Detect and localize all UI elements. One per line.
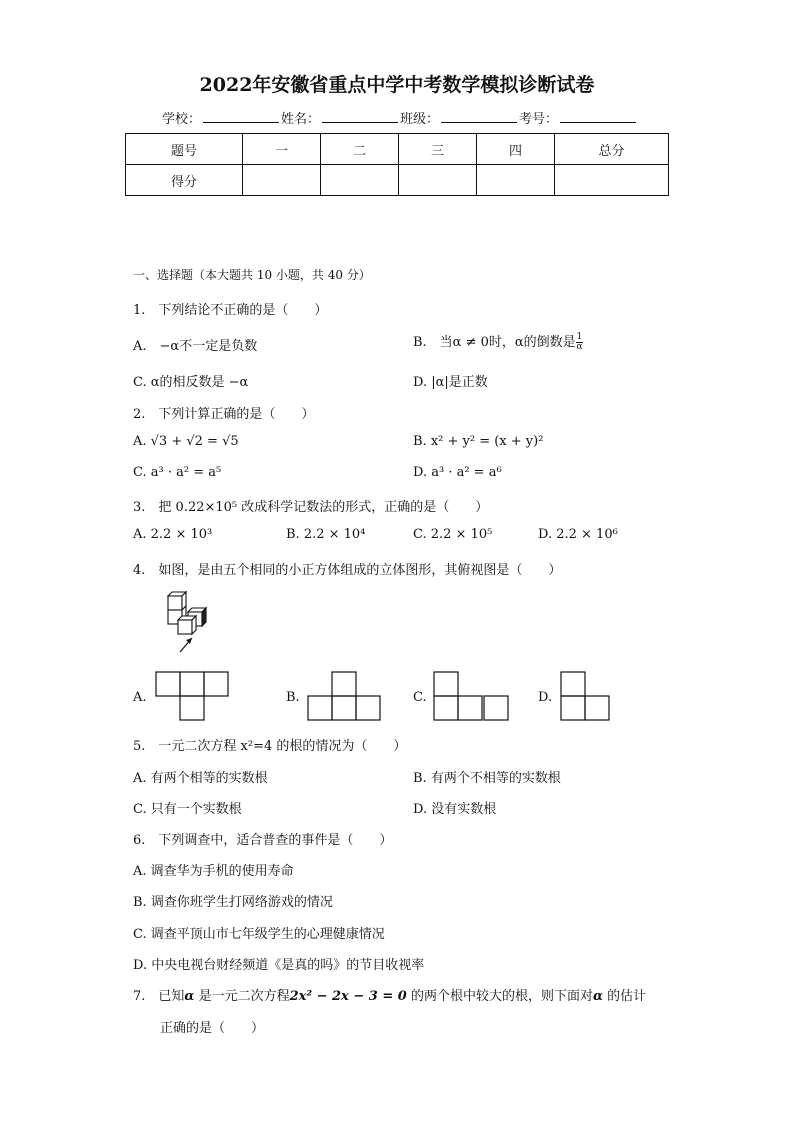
q4-option-c-figure: [433, 671, 511, 723]
exam-no-label: 考号：: [519, 112, 559, 127]
q2-option-b[interactable]: B. x² + y² = (x + y)²: [413, 434, 544, 449]
q3-option-d[interactable]: D. 2.2 × 10⁶: [538, 527, 618, 542]
q7-stem: [133, 985, 646, 1004]
school-label: 学校：: [162, 112, 202, 127]
school-blank[interactable]: [203, 110, 279, 123]
q3-stem: 3. 把 0.22×10⁵ 改成科学记数法的形式，正确的是（ ）: [133, 500, 489, 515]
score-row-label: 得分: [126, 165, 243, 196]
fraction: [576, 333, 584, 352]
q1-option-d[interactable]: D. |α|是正数: [413, 375, 488, 390]
section-heading: 一、选择题（本大题共 10 小题，共 40 分）: [133, 268, 371, 282]
q6-option-c[interactable]: C. 调查平顶山市七年级学生的心理健康情况: [133, 927, 385, 942]
q4-option-d[interactable]: D.: [538, 690, 553, 705]
q7-equation: 2x² − 2x − 3 = 0: [289, 989, 407, 1004]
score-header-cell: 二: [321, 134, 399, 165]
q2-option-a[interactable]: A. √3 + √2 = √5: [133, 434, 239, 449]
fraction-numerator: 1: [576, 332, 583, 342]
score-cell[interactable]: [555, 165, 669, 196]
score-table-header-row: [126, 134, 669, 165]
q1-option-c[interactable]: C. α的相反数是 −α: [133, 375, 249, 390]
name-label: 姓名：: [281, 112, 321, 127]
q6-option-b[interactable]: B. 调查你班学生打网络游戏的情况: [133, 895, 333, 910]
q1-stem: 1. 下列结论不正确的是（ ）: [133, 303, 328, 318]
q5-option-d[interactable]: D. 没有实数根: [413, 802, 497, 817]
q2-option-d[interactable]: D. a³ · a² = a⁶: [413, 465, 502, 480]
q5-option-a[interactable]: A. 有两个相等的实数根: [133, 771, 268, 786]
q7-alpha: α: [184, 989, 195, 1004]
fraction-denominator: α: [576, 342, 583, 352]
score-header-cell: 一: [243, 134, 321, 165]
score-header-cell: 三: [399, 134, 477, 165]
name-blank[interactable]: [322, 110, 398, 123]
q4-option-a[interactable]: A.: [133, 690, 147, 705]
q4-stem: 4. 如图，是由五个相同的小正方体组成的立体图形，其俯视图是（ ）: [133, 563, 562, 578]
score-table-score-row: [126, 165, 669, 196]
q6-option-d[interactable]: D. 中央电视台财经频道《是真的吗》的节目收视率: [133, 958, 425, 973]
class-label: 班级：: [400, 112, 440, 127]
score-header-cell: 四: [477, 134, 555, 165]
q5-option-c[interactable]: C. 只有一个实数根: [133, 802, 242, 817]
q4-option-b-figure: [307, 671, 383, 723]
q4-option-b[interactable]: B.: [286, 690, 300, 705]
score-header-cell: 总分: [555, 134, 669, 165]
q4-option-d-figure: [560, 671, 614, 723]
q2-stem: 2. 下列计算正确的是（ ）: [133, 407, 315, 422]
score-cell[interactable]: [243, 165, 321, 196]
q7-stem-end: 的估计: [607, 989, 647, 1004]
score-table: [125, 133, 669, 196]
q4-option-c[interactable]: C.: [413, 690, 427, 705]
q3-option-c[interactable]: C. 2.2 × 10⁵: [413, 527, 493, 542]
q7-alpha-2: α: [592, 989, 603, 1004]
student-info-line: [162, 108, 638, 127]
cube-figure: [158, 588, 230, 658]
class-blank[interactable]: [441, 110, 517, 123]
page-title: 2022年安徽省重点中学中考数学模拟诊断试卷: [199, 74, 595, 96]
q5-stem: 5. 一元二次方程 x²=4 的根的情况为（ ）: [133, 739, 407, 754]
q6-option-a[interactable]: A. 调查华为手机的使用寿命: [133, 864, 294, 879]
q7-stem-line2: 正确的是（ ）: [160, 1021, 265, 1036]
score-cell[interactable]: [477, 165, 555, 196]
q3-option-a[interactable]: A. 2.2 × 10³: [133, 527, 213, 542]
q2-option-c[interactable]: C. a³ · a² = a⁵: [133, 465, 222, 480]
q7-stem-pre: 7. 已知: [133, 989, 185, 1004]
exam-no-blank[interactable]: [560, 110, 636, 123]
q7-stem-mid: 是一元二次方程: [198, 989, 290, 1004]
q6-stem: 6. 下列调查中，适合普查的事件是（ ）: [133, 833, 393, 848]
score-cell[interactable]: [399, 165, 477, 196]
score-header-cell: 题号: [126, 134, 243, 165]
q7-stem-post: 的两个根中较大的根，则下面对: [410, 989, 593, 1004]
q5-option-b[interactable]: B. 有两个不相等的实数根: [413, 771, 561, 786]
q1-option-b[interactable]: [413, 331, 583, 352]
q1-option-b-text: B. 当α ≠ 0时，α的倒数是: [413, 335, 576, 350]
q1-option-a[interactable]: A. −α不一定是负数: [133, 339, 258, 354]
q4-option-a-figure: [155, 671, 231, 723]
score-cell[interactable]: [321, 165, 399, 196]
q3-option-b[interactable]: B. 2.2 × 10⁴: [286, 527, 366, 542]
